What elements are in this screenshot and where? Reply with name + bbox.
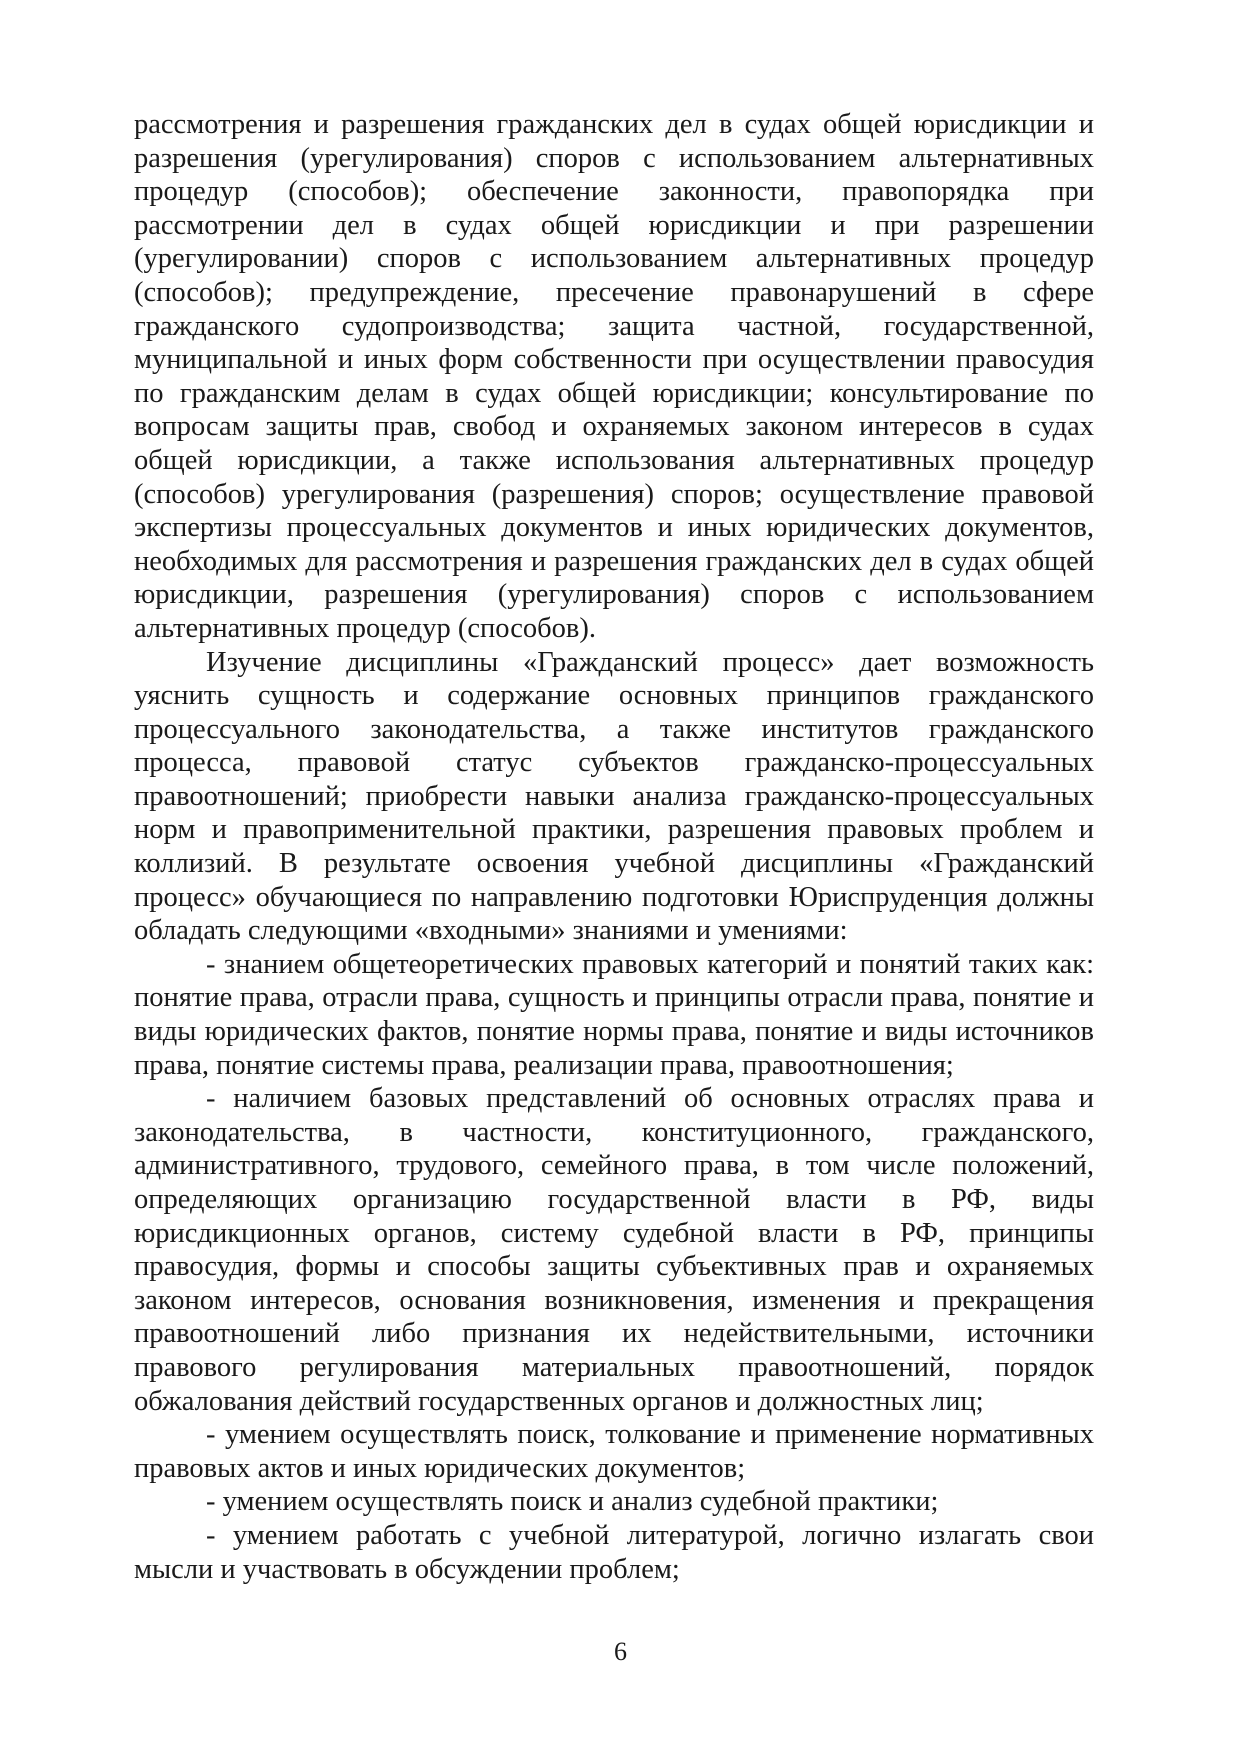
list-item-legal-acts-skill: - умением осуществлять поиск, толкование и применение нормативных правовых актов и иных юридических документов; — [134, 1419, 1094, 1484]
list-item-literature-skill: - умением работать с учебной литературой, логично излагать свои мысли и участвовать в обсуждении проблем; — [134, 1519, 1094, 1585]
list-item-theory-knowledge: - знанием общетеоретических правовых категорий и понятий таких как: понятие права, отрасли права, сущность и принципы отрасли права, понятие и виды юридических фактов, понятие нормы права, понятие и виды источников права, понятие системы права, реализации права, правоотношения; — [134, 948, 1094, 1081]
list-item-branch-knowledge: - наличием базовых представлений об основных отраслях права и законодательства, в частности, конституционного, гражданского, административного, трудового, семейного права, в том числе положений, определяющих организацию государственной власти в РФ, виды юрисдикционных органов, систему судебной власти в РФ, принципы правосудия, формы и способы защиты субъективных прав и охраняемых законом интересов, основания возникновения, изменения и прекращения правоотношений либо признания их недействительными, источники правового регулирования материальных правоотношений, порядок обжалования действий государственных органов и должностных лиц; — [134, 1083, 1094, 1417]
list-item-case-law-skill: - умением осуществлять поиск и анализ судебной практики; — [206, 1486, 939, 1518]
document-body — [134, 108, 1094, 1586]
paragraph-continuation: рассмотрения и разрешения гражданских дел в судах общей юрисдикции и разрешения (урегулирования) споров с использованием альтернативных процедур (способов); обеспечение законности, правопорядка при рассмотрении дел в судах общей юрисдикции и при разрешении (урегулировании) споров с использованием альтернативных процедур (способов); предупреждение, пресечение правонарушений в сфере гражданского судопроизводства; защита частной, государственной, муниципальной и иных форм собственности при осуществлении правосудия по гражданским делам в судах общей юрисдикции; консультирование по вопросам защиты прав, свобод и охраняемых законом интересов в судах общей юрисдикции, а также использования альтернативных процедур (способов) урегулирования (разрешения) споров; осуществление правовой экспертизы процессуальных документов и иных юридических документов, необходимых для рассмотрения и разрешения гражданских дел в судах общей юрисдикции, разрешения (урегулирования) споров с использованием альтернативных процедур (способов). — [134, 109, 1094, 644]
paragraph-discipline-study: Изучение дисциплины «Гражданский процесс» дает возможность уяснить сущность и содержание основных принципов гражданского процессуального законодательства, а также институтов гражданского процесса, правовой статус субъектов гражданско-процессуальных правоотношений; приобрести навыки анализа гражданско-процессуальных норм и правоприменительной практики, разрешения правовых проблем и коллизий. В результате освоения учебной дисциплины «Гражданский процесс» обучающиеся по направлению подготовки Юриспруденция должны обладать следующими «входными» знаниями и умениями: — [134, 646, 1094, 947]
page-number: 6 — [614, 1637, 627, 1666]
